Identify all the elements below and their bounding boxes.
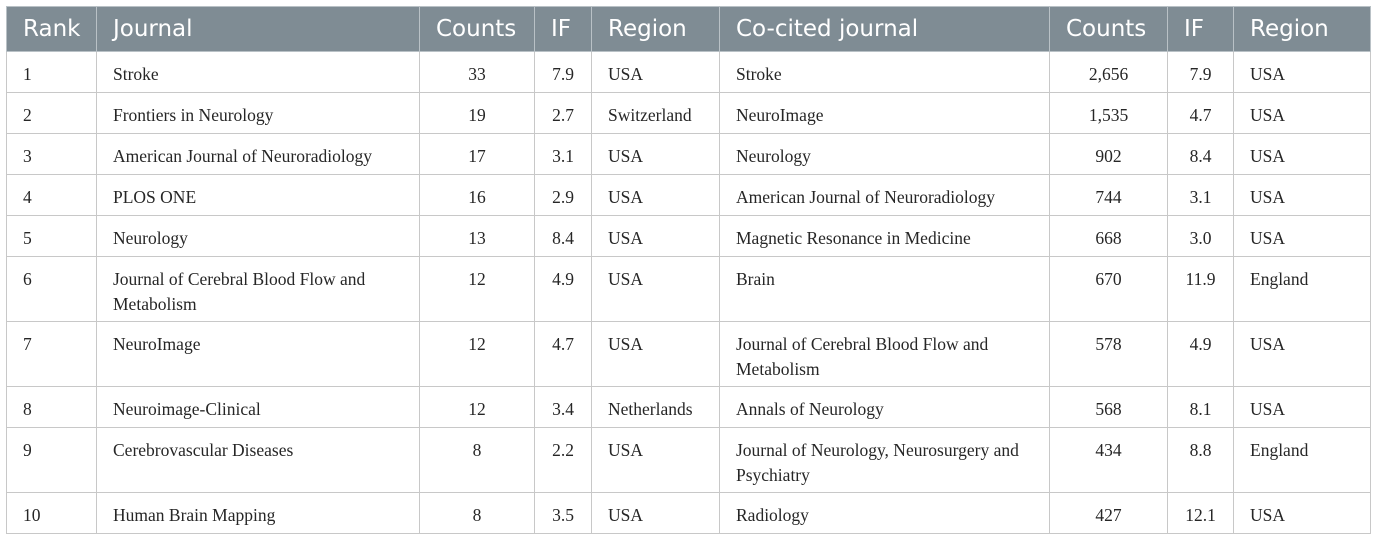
table-row (7, 134, 1371, 175)
cell-journal: Cerebrovascular Diseases (97, 428, 420, 493)
cell-if: 7.9 (535, 52, 592, 93)
cell-cocited-if: 3.0 (1168, 216, 1234, 257)
cell-counts: 12 (420, 387, 535, 428)
cell-cocited-region: USA (1234, 387, 1371, 428)
cell-counts: 33 (420, 52, 535, 93)
cell-region: USA (592, 493, 720, 534)
header-if: IF (535, 7, 592, 52)
cell-rank: 2 (7, 93, 97, 134)
cell-cocited-counts: 2,656 (1050, 52, 1168, 93)
header-row (7, 7, 1371, 52)
header-counts: Counts (420, 7, 535, 52)
cell-cocited-counts: 427 (1050, 493, 1168, 534)
header-cocited-if: IF (1168, 7, 1234, 52)
cell-counts: 17 (420, 134, 535, 175)
cell-cocited-if: 8.4 (1168, 134, 1234, 175)
table-row (7, 387, 1371, 428)
cell-if: 2.9 (535, 175, 592, 216)
cell-region: USA (592, 52, 720, 93)
cell-cocited-counts: 568 (1050, 387, 1168, 428)
header-cocited-counts: Counts (1050, 7, 1168, 52)
cell-journal: Journal of Cerebral Blood Flow and Metabolism (97, 257, 420, 322)
cell-cocited-if: 4.9 (1168, 322, 1234, 387)
cell-region: USA (592, 216, 720, 257)
cell-cocited-region: USA (1234, 322, 1371, 387)
cell-cocited-journal: Journal of Cerebral Blood Flow and Metabolism (720, 322, 1050, 387)
cell-journal: Neuroimage-Clinical (97, 387, 420, 428)
table-row (7, 428, 1371, 493)
journals-table (6, 6, 1371, 534)
cell-cocited-journal: Magnetic Resonance in Medicine (720, 216, 1050, 257)
cell-cocited-journal: NeuroImage (720, 93, 1050, 134)
cell-cocited-if: 4.7 (1168, 93, 1234, 134)
table-row (7, 52, 1371, 93)
cell-rank: 8 (7, 387, 97, 428)
table-row (7, 493, 1371, 534)
cell-cocited-region: England (1234, 428, 1371, 493)
table-row (7, 93, 1371, 134)
cell-if: 4.7 (535, 322, 592, 387)
cell-region: Switzerland (592, 93, 720, 134)
cell-rank: 4 (7, 175, 97, 216)
cell-journal: Human Brain Mapping (97, 493, 420, 534)
cell-cocited-region: USA (1234, 493, 1371, 534)
cell-region: USA (592, 175, 720, 216)
cell-cocited-region: England (1234, 257, 1371, 322)
cell-cocited-region: USA (1234, 52, 1371, 93)
table-row (7, 257, 1371, 322)
cell-rank: 1 (7, 52, 97, 93)
cell-cocited-journal: Journal of Neurology, Neurosurgery and Psychiatry (720, 428, 1050, 493)
cell-if: 3.4 (535, 387, 592, 428)
cell-cocited-counts: 578 (1050, 322, 1168, 387)
cell-journal: NeuroImage (97, 322, 420, 387)
header-rank: Rank (7, 7, 97, 52)
table-row (7, 216, 1371, 257)
cell-cocited-region: USA (1234, 134, 1371, 175)
cell-cocited-journal: Neurology (720, 134, 1050, 175)
cell-cocited-counts: 1,535 (1050, 93, 1168, 134)
cell-if: 8.4 (535, 216, 592, 257)
header-region: Region (592, 7, 720, 52)
cell-cocited-counts: 434 (1050, 428, 1168, 493)
header-cocited-journal: Co-cited journal (720, 7, 1050, 52)
cell-rank: 9 (7, 428, 97, 493)
cell-cocited-region: USA (1234, 93, 1371, 134)
cell-journal: Stroke (97, 52, 420, 93)
cell-region: USA (592, 134, 720, 175)
cell-rank: 10 (7, 493, 97, 534)
cell-rank: 7 (7, 322, 97, 387)
cell-counts: 8 (420, 493, 535, 534)
cell-journal: Neurology (97, 216, 420, 257)
cell-cocited-counts: 670 (1050, 257, 1168, 322)
cell-cocited-journal: Stroke (720, 52, 1050, 93)
cell-region: Netherlands (592, 387, 720, 428)
cell-cocited-if: 12.1 (1168, 493, 1234, 534)
cell-counts: 12 (420, 322, 535, 387)
cell-cocited-region: USA (1234, 175, 1371, 216)
cell-cocited-if: 3.1 (1168, 175, 1234, 216)
cell-if: 3.5 (535, 493, 592, 534)
cell-rank: 5 (7, 216, 97, 257)
cell-cocited-if: 8.8 (1168, 428, 1234, 493)
cell-counts: 19 (420, 93, 535, 134)
cell-if: 3.1 (535, 134, 592, 175)
cell-counts: 12 (420, 257, 535, 322)
table-row (7, 322, 1371, 387)
header-cocited-region: Region (1234, 7, 1371, 52)
table-row (7, 175, 1371, 216)
cell-if: 4.9 (535, 257, 592, 322)
cell-cocited-counts: 744 (1050, 175, 1168, 216)
cell-cocited-if: 8.1 (1168, 387, 1234, 428)
cell-counts: 13 (420, 216, 535, 257)
cell-cocited-journal: Brain (720, 257, 1050, 322)
cell-cocited-counts: 668 (1050, 216, 1168, 257)
cell-if: 2.7 (535, 93, 592, 134)
cell-region: USA (592, 428, 720, 493)
cell-cocited-if: 7.9 (1168, 52, 1234, 93)
cell-region: USA (592, 322, 720, 387)
cell-journal: American Journal of Neuroradiology (97, 134, 420, 175)
cell-rank: 3 (7, 134, 97, 175)
cell-cocited-journal: Radiology (720, 493, 1050, 534)
cell-counts: 8 (420, 428, 535, 493)
header-journal: Journal (97, 7, 420, 52)
cell-journal: PLOS ONE (97, 175, 420, 216)
cell-cocited-region: USA (1234, 216, 1371, 257)
cell-counts: 16 (420, 175, 535, 216)
cell-cocited-journal: Annals of Neurology (720, 387, 1050, 428)
cell-cocited-journal: American Journal of Neuroradiology (720, 175, 1050, 216)
cell-if: 2.2 (535, 428, 592, 493)
cell-region: USA (592, 257, 720, 322)
cell-journal: Frontiers in Neurology (97, 93, 420, 134)
cell-cocited-if: 11.9 (1168, 257, 1234, 322)
table-container (6, 6, 1371, 534)
cell-cocited-counts: 902 (1050, 134, 1168, 175)
cell-rank: 6 (7, 257, 97, 322)
